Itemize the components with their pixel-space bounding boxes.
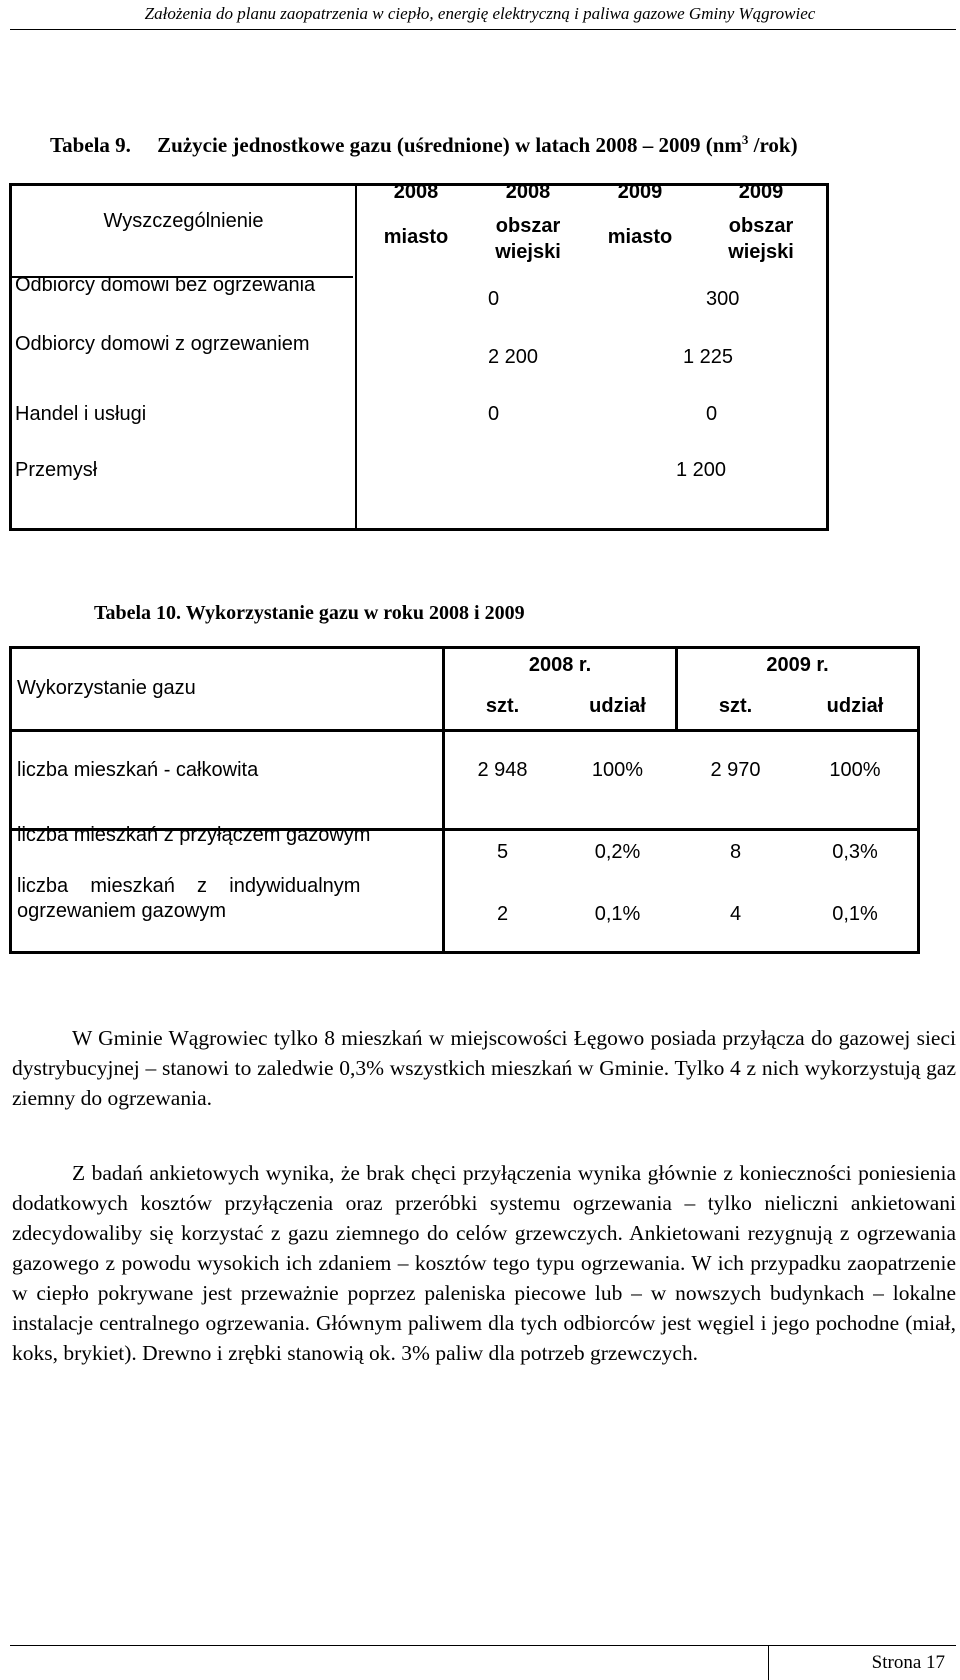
table9-year: 2009 bbox=[617, 181, 663, 203]
table9-caption-sup: 3 bbox=[741, 132, 749, 147]
table10 bbox=[9, 646, 920, 954]
page-number: Strona 17 bbox=[871, 1652, 945, 1673]
table10-caption: Tabela 10. Wykorzystanie gazu w roku 2008 i 2009 bbox=[94, 602, 525, 624]
table9-value: 0 bbox=[706, 403, 718, 425]
table10-row-label: liczba mieszkań z indywidualnym bbox=[17, 875, 361, 897]
table9-area: obszar wiejski bbox=[728, 215, 794, 263]
table10-subheader: szt. bbox=[485, 695, 520, 717]
table10-value: 2 970 bbox=[710, 759, 761, 781]
table10-value: 8 bbox=[729, 841, 742, 863]
table9-caption-text: Zużycie jednostkowe gazu (uśrednione) w latach 2008 – 2009 (nm bbox=[157, 133, 742, 157]
table10-row-label: liczba mieszkań z przyłączem gazowym bbox=[17, 824, 371, 846]
table9-row-label: Odbiorcy domowi z ogrzewaniem bbox=[15, 333, 310, 355]
table9-row-label: Przemysł bbox=[15, 459, 98, 481]
table9-header-label: Wyszczególnienie bbox=[103, 210, 264, 232]
table10-subheader: udział bbox=[589, 695, 646, 717]
table9-year: 2008 bbox=[505, 181, 551, 203]
table10-row-label: liczba mieszkań - całkowita bbox=[17, 759, 259, 781]
table9-value: 0 bbox=[488, 403, 500, 425]
table10-value: 100% bbox=[829, 759, 881, 781]
table9-area: miasto bbox=[607, 226, 673, 248]
table10-subheader: szt. bbox=[718, 695, 753, 717]
table10-value: 0,1% bbox=[832, 903, 878, 925]
table9-value: 2 200 bbox=[488, 346, 539, 368]
table9-area: obszar wiejski bbox=[495, 215, 561, 263]
table10-value: 100% bbox=[591, 759, 644, 781]
footer-divider bbox=[10, 1645, 956, 1646]
table9-row-label: Odbiorcy domowi bez ogrzewania bbox=[15, 274, 316, 296]
table10-year: 2008 r. bbox=[528, 654, 592, 676]
table9-value: 300 bbox=[706, 288, 740, 310]
table9 bbox=[9, 183, 829, 531]
table10-value: 0,3% bbox=[832, 841, 878, 863]
table10-value: 0,1% bbox=[594, 903, 641, 925]
table10-value: 4 bbox=[729, 903, 742, 925]
table10-value: 5 bbox=[496, 841, 509, 863]
table9-caption-prefix: Tabela 9. bbox=[50, 133, 131, 157]
page-header: Założenia do planu zaopatrzenia w ciepło, energię elektryczną i paliwa gazowe Gminy Wągrowiec bbox=[144, 4, 816, 23]
table10-value: 0,2% bbox=[594, 841, 641, 863]
table9-value: 1 225 bbox=[683, 346, 734, 368]
body-paragraph: Z badań ankietowych wynika, że brak chęci przyłączenia wynika głównie z konieczności poniesienia dodatkowych kosztów przyłączenia oraz przeróbki systemu ogrzewania – tylko nieliczni ankietowani zdecydowaliby się korzystać z gazu ziemnego do celów grzewczych. Ankietowani rezygnują z ogrzewania gazowego z powodu wysokich ich zdaniem – kosztów tego typu ogrzewania. W ich przypadku zaopatrzenie w ciepło pokrywane jest przeważnie poprzez paleniska piecowe lub – w nowszych budynkach – lokalne instalacje centralnego ogrzewania. Głównym paliwem dla tych odbiorców jest węgiel i jego pochodne (miał, koks, brykiet). Drewno i zrębki stanowią ok. 3% paliw dla potrzeb grzewczych. bbox=[12, 1161, 956, 1365]
table9-col-divider bbox=[355, 186, 357, 528]
table10-value: 2 bbox=[496, 903, 509, 925]
table9-area: miasto bbox=[383, 226, 449, 248]
table10-year: 2009 r. bbox=[766, 654, 829, 676]
table10-header-label: Wykorzystanie gazu bbox=[17, 677, 196, 699]
table9-year: 2009 bbox=[738, 181, 784, 203]
table9-value: 0 bbox=[488, 288, 500, 310]
table9-caption-suffix: /rok) bbox=[748, 133, 798, 157]
table10-row-label: ogrzewaniem gazowym bbox=[17, 900, 226, 922]
footer-divider-vertical bbox=[768, 1645, 769, 1680]
body-paragraph: W Gminie Wągrowiec tylko 8 mieszkań w miejscowości Łęgowo posiada przyłącza do gazowej sieci dystrybucyjnej – stanowi to zaledwie 0,3% wszystkich mieszkań w Gminie. Tylko 4 z nich wykorzystują gaz ziemny do ogrzewania. bbox=[12, 1026, 956, 1110]
table9-row-label: Handel i usługi bbox=[15, 403, 147, 425]
table10-row-divider bbox=[12, 729, 917, 732]
table9-value: 1 200 bbox=[676, 459, 727, 481]
table9-year: 2008 bbox=[393, 181, 439, 203]
table10-subheader: udział bbox=[826, 695, 884, 717]
table10-value: 2 948 bbox=[477, 759, 528, 781]
header-divider bbox=[10, 29, 956, 30]
table9-caption bbox=[50, 132, 798, 158]
